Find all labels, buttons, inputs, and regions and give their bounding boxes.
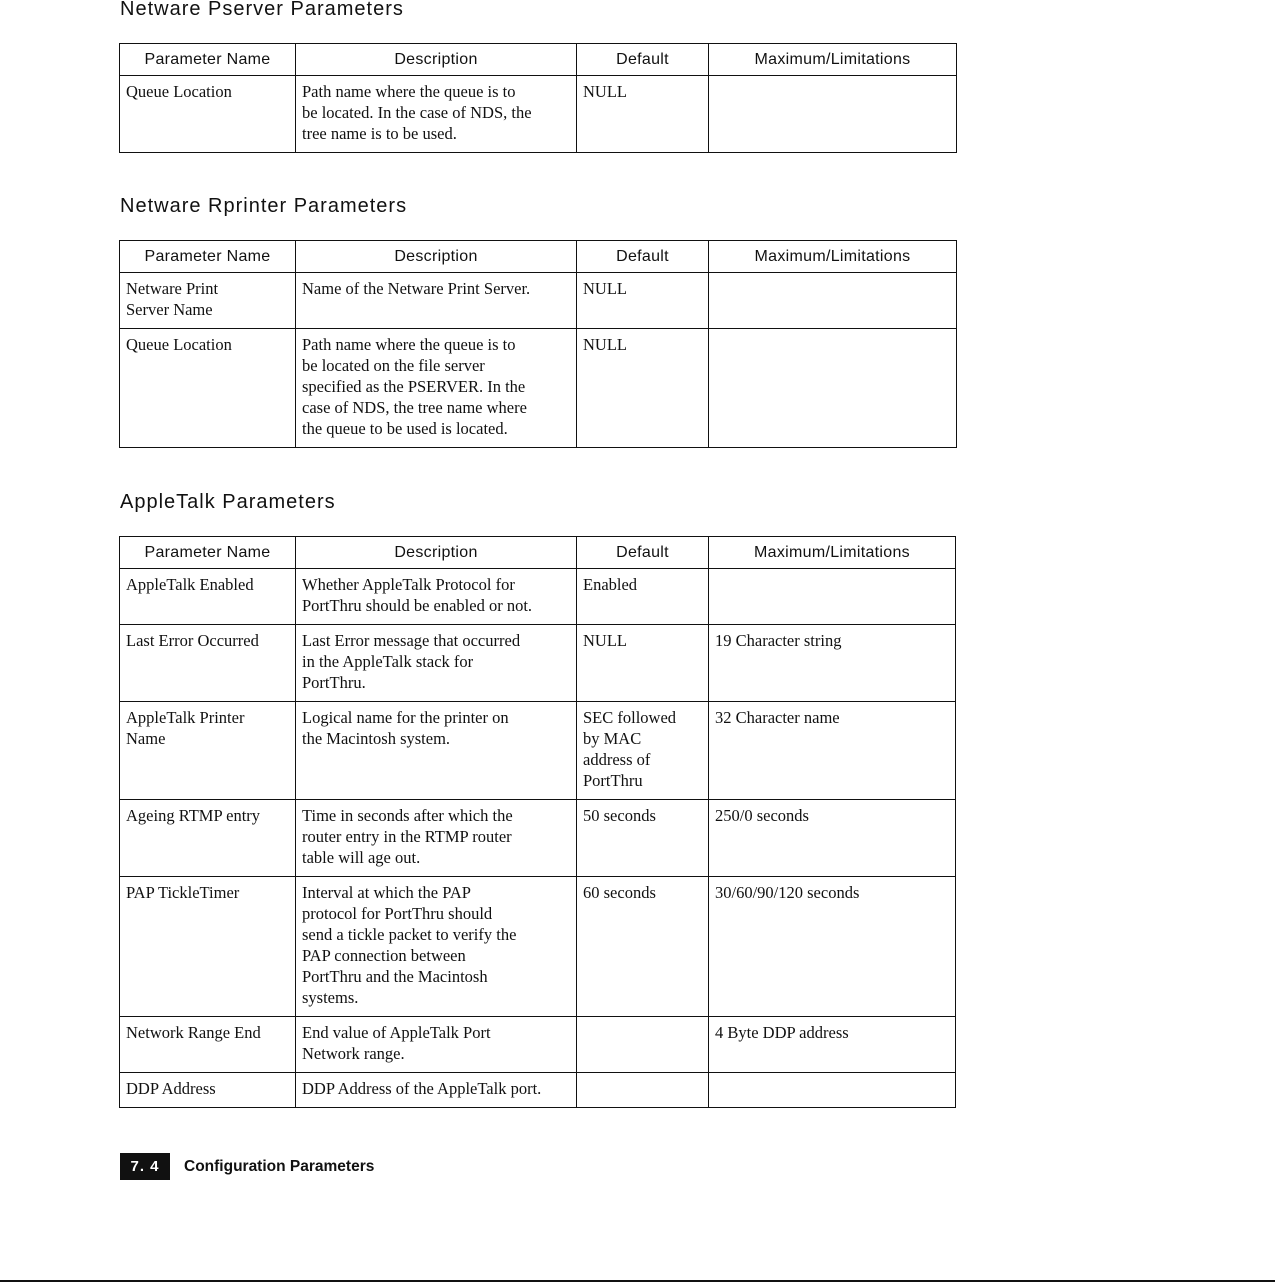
parameter-name-cell: Network Range End [120,1017,296,1073]
header-description: Description [296,44,577,76]
table-header-row [120,44,957,76]
header-maximum-limitations: Maximum/Limitations [709,44,957,76]
description-cell: Logical name for the printer on the Macintosh system. [296,702,577,800]
limitations-cell: 32 Character name [709,702,956,800]
default-cell: Enabled [577,569,709,625]
bottom-rule [0,1280,1275,1282]
description-cell: Interval at which the PAP protocol for PortThru should send a tickle packet to verify the PAP connection between PortThru and the Macintosh systems. [296,877,577,1017]
table-header-row [120,241,957,273]
parameter-name-cell: DDP Address [120,1073,296,1108]
limitations-cell: 250/0 seconds [709,800,956,877]
header-description: Description [296,241,577,273]
table-row [120,1017,956,1073]
pserver-section-title: Netware Pserver Parameters [120,0,404,20]
default-cell: 60 seconds [577,877,709,1017]
appletalk-table [119,536,956,1108]
description-cell: DDP Address of the AppleTalk port. [296,1073,577,1108]
description-cell: Path name where the queue is to be located. In the case of NDS, the tree name is to be used. [296,76,577,153]
parameter-name-cell: AppleTalk Printer Name [120,702,296,800]
pserver-table [119,43,957,153]
default-cell: NULL [577,76,709,153]
limitations-cell [709,569,956,625]
default-cell: NULL [577,625,709,702]
limitations-cell: 4 Byte DDP address [709,1017,956,1073]
default-cell: SEC followed by MAC address of PortThru [577,702,709,800]
parameter-name-cell: Ageing RTMP entry [120,800,296,877]
parameter-name-cell: PAP TickleTimer [120,877,296,1017]
table-header-row [120,537,956,569]
limitations-cell [709,329,957,448]
header-parameter-name: Parameter Name [120,241,296,273]
limitations-cell [709,273,957,329]
header-maximum-limitations: Maximum/Limitations [709,537,956,569]
rprinter-section-title: Netware Rprinter Parameters [120,195,408,217]
description-cell: End value of AppleTalk Port Network range. [296,1017,577,1073]
description-cell: Name of the Netware Print Server. [296,273,577,329]
default-cell: NULL [577,329,709,448]
description-cell: Path name where the queue is to be located on the file server specified as the PSERVER. In the case of NDS, the tree name where the queue to be used is located. [296,329,577,448]
table-row [120,877,956,1017]
header-parameter-name: Parameter Name [120,537,296,569]
table-row [120,1073,956,1108]
header-default: Default [577,241,709,273]
table-row [120,329,957,448]
limitations-cell [709,76,957,153]
limitations-cell [709,1073,956,1108]
table-row [120,702,956,800]
header-maximum-limitations: Maximum/Limitations [709,241,957,273]
default-cell: 50 seconds [577,800,709,877]
parameter-name-cell: Queue Location [120,329,296,448]
parameter-name-cell: Queue Location [120,76,296,153]
description-cell: Time in seconds after which the router entry in the RTMP router table will age out. [296,800,577,877]
default-cell [577,1017,709,1073]
footer-section-title: Configuration Parameters [184,1157,375,1175]
rprinter-table [119,240,957,448]
default-cell: NULL [577,273,709,329]
limitations-cell: 19 Character string [709,625,956,702]
header-parameter-name: Parameter Name [120,44,296,76]
parameter-name-cell: Last Error Occurred [120,625,296,702]
table-row [120,76,957,153]
parameter-name-cell: AppleTalk Enabled [120,569,296,625]
limitations-cell: 30/60/90/120 seconds [709,877,956,1017]
default-cell [577,1073,709,1108]
header-default: Default [577,44,709,76]
appletalk-section-title: AppleTalk Parameters [120,491,336,513]
description-cell: Whether AppleTalk Protocol for PortThru should be enabled or not. [296,569,577,625]
table-row [120,800,956,877]
header-default: Default [577,537,709,569]
table-row [120,273,957,329]
parameter-name-cell: Netware Print Server Name [120,273,296,329]
header-description: Description [296,537,577,569]
table-row [120,625,956,702]
description-cell: Last Error message that occurred in the AppleTalk stack for PortThru. [296,625,577,702]
section-number-badge: 7. 4 [120,1153,170,1180]
page-footer [120,1153,374,1180]
table-row [120,569,956,625]
